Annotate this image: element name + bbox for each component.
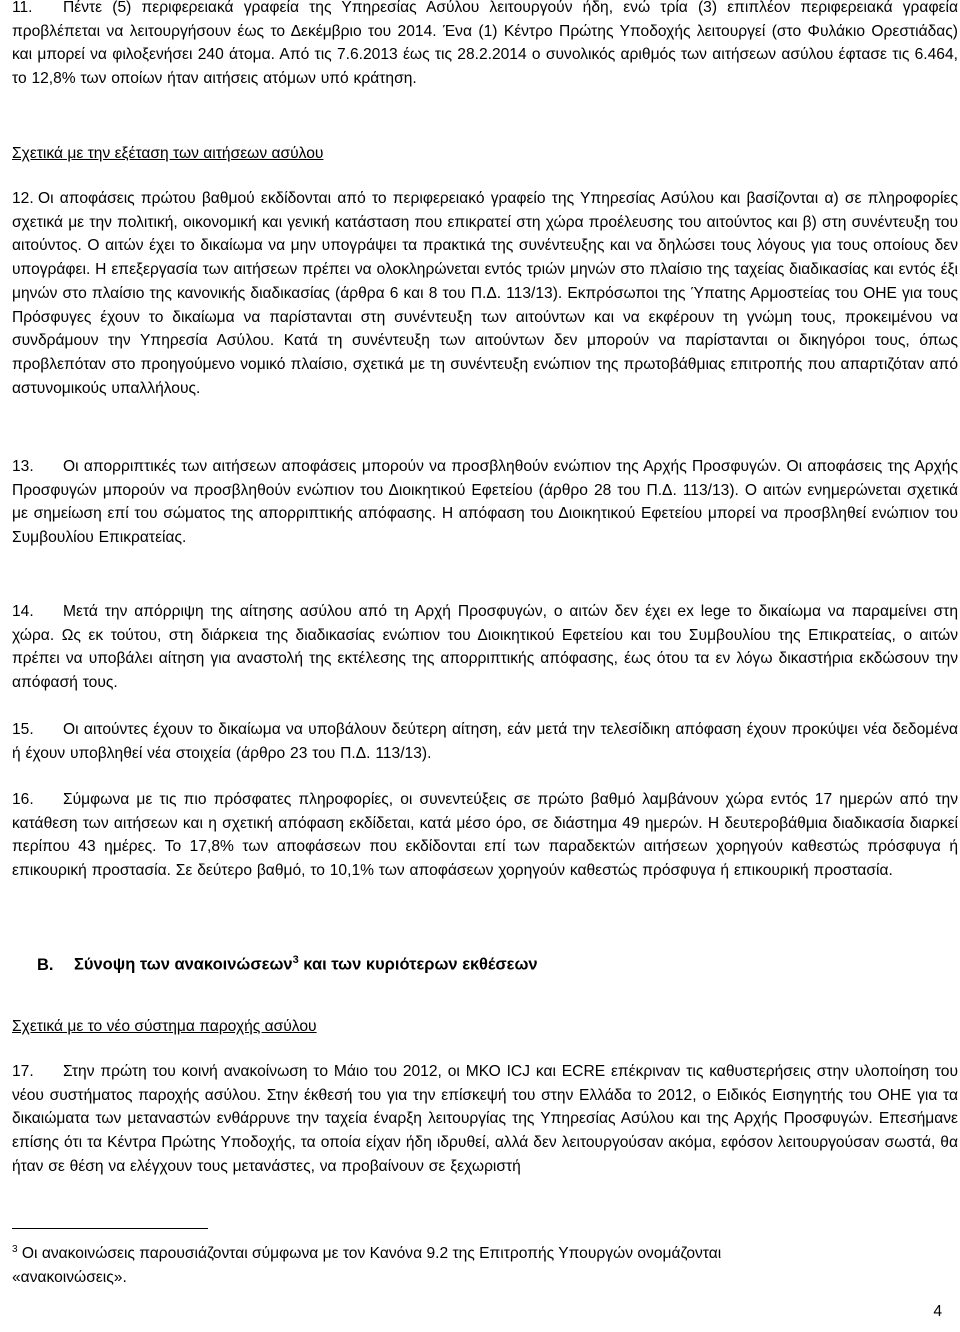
paragraph-17 xyxy=(12,1060,958,1208)
page-number: 4 xyxy=(933,1303,942,1320)
paragraph-text: Μετά την απόρριψη της αίτησης ασύλου από τη Αρχή Προσφυγών, ο αιτών δεν έχει ex lege το δικαίωμα να παραμείνει στη χώρα. Ως εκ τούτου, στη διάρκεια της διαδικασίας ενώπιον του Διοικητικού Εφετείου και του Συμβουλίου της Επικρατείας, ο αιτών πρέπει να υποβάλει αίτηση για αναστολή της εκτέλεσης της απορριπτικής απόφασης, έως ότου τα εν λόγω δικαστήρια εκδώσουν την απόφασή τους. xyxy=(12,603,958,692)
paragraph-text: Πέντε (5) περιφερειακά γραφεία της Υπηρεσίας Ασύλου λειτουργούν ήδη, ενώ τρία (3) επιπλέον περιφερειακά γραφεία προβλέπεται να λειτουργήσουν έως το Δεκέμβριο του 2014. Ένα (1) Κέντρο Πρώτης Υποδοχής λειτουργεί (στο Φυλάκιο Ορεστιάδας) και μπορεί να φιλοξενήσει 240 άτομα. Από τις 7.6.2013 έως τις 28.2.2014 ο συνολικός αριθμός των αιτήσεων ασύλου έφτασε τις 6.464, το 12,8% των οποίων ήταν αιτήσεις ατόμων υπό κράτηση. xyxy=(12,0,958,88)
paragraph-text: Στην πρώτη του κοινή ανακοίνωση το Μάιο του 2012, οι ΜΚΟ ICJ και ECRE επέκριναν τις καθυστερήσεις στην υλοποίηση του νέου συστήματος παροχής ασύλου. Στην έκθεσή του για την επίσκεψή του στην Ελλάδα το 2012, ο Ειδικός Εισηγητής του ΟΗΕ για τα δικαιώματα των μεταναστών ενθάρρυνε την ταχεία έναρξη λειτουργίας της Υπηρεσίας Ασύλου και της Αρχής Προσφυγών. Επεσήμανε επίσης ότι τα Κέντρα Πρώτης Υποδοχής, τα οποία είχαν ήδη ιδρυθεί, αλλά δεν λειτουργούσαν ακόμα, εφόσον λειτουργούσαν σωστά, θα ήταν σε θέση να ελέγχουν τους μετανάστες, να προβαίνουν σε ξεχωριστή xyxy=(12,1063,958,1175)
paragraph-12 xyxy=(12,187,958,400)
paragraph-16 xyxy=(12,788,958,883)
section-b-heading xyxy=(12,954,538,975)
paragraph-text: Οι αποφάσεις πρώτου βαθμού εκδίδονται από το περιφερειακό γραφείο της Υπηρεσίας Ασύλου και βασίζονται α) σε πληροφορίες σχετικά με την πολιτική, οικονομική και γενική κατάσταση που επικρατεί στη χώρα προέλευσης του αιτούντος και β) στη συνέντευξη του αιτούντος. Ο αιτών έχει το δικαίωμα να μην υπογράψει τα πρακτικά της συνέντευξης και να δηλώσει τους λόγους για τους οποίους δεν υπογράφει. Η επεξεργασία των αιτήσεων πρέπει να ολοκληρώνεται εντός τριών μηνών στο πλαίσιο της ταχείας διαδικασίας και εντός έξι μηνών στο πλαίσιο της κανονικής διαδικασίας (άρθρα 6 και 8 του Π.Δ. 113/13). Εκπρόσωποι της Ύπατης Αρμοστείας του ΟΗΕ για τους Πρόσφυγες έχουν το δικαίωμα να παρίστανται στη συνέντευξη των αιτούντων και να εκφέρουν τη γνώμη τους, προκειμένου να συνδράμουν την Υπηρεσία Ασύλου. Κατά τη συνέντευξη των αιτούντων δεν μπορούν να παρίστανται οι δικηγόροι τους, όπως προβλεπόταν στο προηγούμενο νομικό πλαίσιο, σχετικά με τη συνέντευξη ενώπιον της πρωτοβάθμιας επιτροπής που απαρτιζόταν από αστυνομικούς υπαλλήλους. xyxy=(12,190,958,397)
section-letter: Β. xyxy=(37,955,54,974)
footnote-number: 3 xyxy=(12,1244,18,1255)
paragraph-number: 15. xyxy=(12,721,34,738)
paragraph-14 xyxy=(12,600,958,695)
footnote-text: Οι ανακοινώσεις παρουσιάζονται σύμφωνα με τον Κανόνα 9.2 της Επιτροπής Υπουργών ονομάζονται xyxy=(17,1245,722,1263)
subheading-new-system: Σχετικά με το νέο σύστημα παροχής ασύλου xyxy=(12,1018,317,1035)
paragraph-number: 16. xyxy=(12,791,34,808)
paragraph-number: 11. xyxy=(12,0,33,16)
paragraph-number: 14. xyxy=(12,603,34,620)
footnote xyxy=(12,1238,952,1290)
paragraph-text: Οι απορριπτικές των αιτήσεων αποφάσεις μπορούν να προσβληθούν ενώπιον της Αρχής Προσφυγών. Οι αποφάσεις της Αρχής Προσφυγών μπορούν να προσβληθούν ενώπιον του Διοικητικού Εφετείου (άρθρο 28 του Π.Δ. 113/13). Ο αιτών ενημερώνεται σχετικά με σημείωση επί του σώματος της απορριπτικής απόφασης. Η απόφαση του Διοικητικού Εφετείου μπορεί να προσβληθεί ενώπιον του Συμβουλίου Επικρατείας. xyxy=(12,458,958,547)
footnote-line-2: «ανακοινώσεις». xyxy=(12,1269,127,1287)
paragraph-text: Οι αιτούντες έχουν το δικαίωμα να υποβάλουν δεύτερη αίτηση, εάν μετά την τελεσίδικη απόφαση έχουν προκύψει νέα δεδομένα ή έχουν υποβληθεί νέα στοιχεία (άρθρο 23 του Π.Δ. 113/13). xyxy=(12,721,958,762)
paragraph-11 xyxy=(12,0,958,91)
footnote-reference[interactable]: 3 xyxy=(292,954,299,966)
footnote-line-1 xyxy=(12,1238,952,1266)
paragraph-number: 17. xyxy=(12,1063,34,1080)
section-title-rest: και των κυριότερων εκθέσεων xyxy=(298,955,538,974)
paragraph-13 xyxy=(12,455,958,550)
paragraph-number: 12. xyxy=(12,190,34,207)
subheading-examination: Σχετικά με την εξέταση των αιτήσεων ασύλου xyxy=(12,145,324,162)
section-title: Σύνοψη των ανακοινώσεων xyxy=(74,955,293,974)
paragraph-15 xyxy=(12,718,958,765)
paragraph-text: Σύμφωνα με τις πιο πρόσφατες πληροφορίες, οι συνεντεύξεις σε πρώτο βαθμό λαμβάνουν χώρα εντός 17 ημερών από την κατάθεση των αιτήσεων και η σχετική απόφαση εκδίδεται, κατά μέσο όρο, σε διάστημα 49 ημερών. Η δευτεροβάθμια διαδικασία διαρκεί περίπου 43 ημέρες. Το 17,8% των αποφάσεων που εκδίδονται επί των παραδεκτών αιτήσεων χορηγούν καθεστώς πρόσφυγα ή επικουρική προστασία. Σε δεύτερο βαθμό, το 10,1% των αποφάσεων χορηγούν καθεστώς πρόσφυγα ή επικουρική προστασία. xyxy=(12,791,958,880)
footnote-separator xyxy=(12,1228,208,1229)
paragraph-number: 13. xyxy=(12,458,34,475)
